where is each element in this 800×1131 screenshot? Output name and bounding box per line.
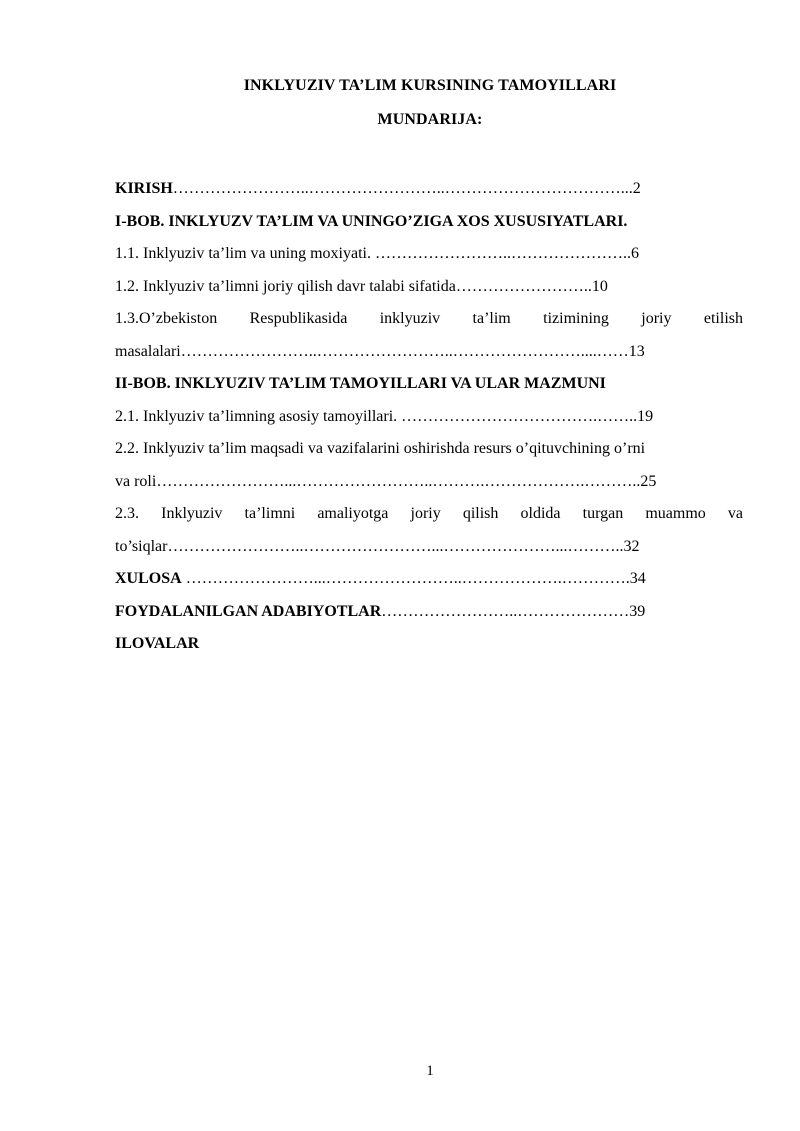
toc-heading: MUNDARIJA:: [377, 111, 483, 128]
word: joriy: [410, 505, 441, 522]
document-title: INKLYUZIV TA’LIM KURSINING TAMOYILLARI: [243, 77, 617, 94]
word: Respublikasida: [249, 310, 348, 327]
toc-entry-2-2-line2[interactable]: va roli……………………...……………………..……….……………….………..25: [115, 472, 657, 490]
toc-entry-ilovalar[interactable]: ILOVALAR: [115, 635, 200, 652]
toc-chapter-2[interactable]: II-BOB. INKLYUZIV TA’LIM TAMOYILLARI VA ULAR MAZMUNI: [115, 375, 606, 392]
toc-entry-kirish[interactable]: [115, 173, 743, 206]
word: inklyuziv: [379, 310, 441, 327]
word: etilish: [703, 310, 743, 327]
page-number: 1: [426, 1063, 434, 1079]
toc-entry-1-3-line1[interactable]: [115, 303, 743, 336]
word: 2.3.: [115, 505, 139, 522]
word: amaliyotga: [317, 505, 389, 522]
toc-entry-label: FOYDALANILGAN ADABIYOTLAR: [115, 602, 382, 620]
word: 1.3.O’zbekiston: [115, 310, 218, 327]
word: qilish: [462, 505, 499, 522]
toc-entry-2-3-line2[interactable]: to’siqlar……………………..……………………...…………………...………..32: [115, 537, 640, 555]
toc-entry-label: KIRISH: [115, 180, 173, 197]
toc-entry-1-1[interactable]: 1.1. Inklyuziv ta’lim va uning moxiyati. ……………………..…………………..6: [115, 245, 639, 262]
toc-entry-1-2[interactable]: 1.2. Inklyuziv ta’limni joriy qilish davr talabi sifatida……………………..10: [115, 277, 608, 295]
toc-entry-xulosa[interactable]: [115, 563, 743, 596]
toc-entry-leader: ……………………..……………………..……………………………...2: [172, 180, 641, 197]
word: oldida: [520, 505, 561, 522]
word: ta’lim: [472, 310, 511, 327]
toc-entry-1-3-line2[interactable]: masalalari……………………..……………………..……………………....……13: [115, 342, 645, 360]
word: Inklyuziv: [161, 505, 223, 522]
word: ta’limni: [244, 505, 296, 522]
word: joriy: [641, 310, 672, 327]
toc-entry-leader: ……………………...……………………..……………….………….34: [181, 570, 646, 587]
word: turgan: [582, 505, 624, 522]
toc-entry-2-1[interactable]: 2.1. Inklyuziv ta’limning asosiy tamoyillari. ……………………………….……..19: [115, 407, 654, 425]
toc-entry-2-2-line1[interactable]: 2.2. Inklyuziv ta’lim maqsadi va vazifalarini oshirishda resurs o’qituvchining o’rni: [115, 440, 646, 457]
toc-chapter-1[interactable]: I-BOB. INKLYUZV TA’LIM VA UNINGO’ZIGA XOS XUSUSIYATLARI.: [115, 212, 628, 230]
toc-entry-2-3-line1[interactable]: [115, 498, 743, 531]
toc-entry-leader: ……………………..…………………39: [381, 602, 646, 620]
table-of-contents: [115, 173, 743, 661]
toc-entry-label: XULOSA: [115, 570, 182, 587]
toc-entry-foydalanilgan[interactable]: [115, 596, 743, 629]
word: tizimining: [543, 310, 609, 327]
word: va: [727, 505, 743, 522]
word: muammo: [645, 505, 706, 522]
